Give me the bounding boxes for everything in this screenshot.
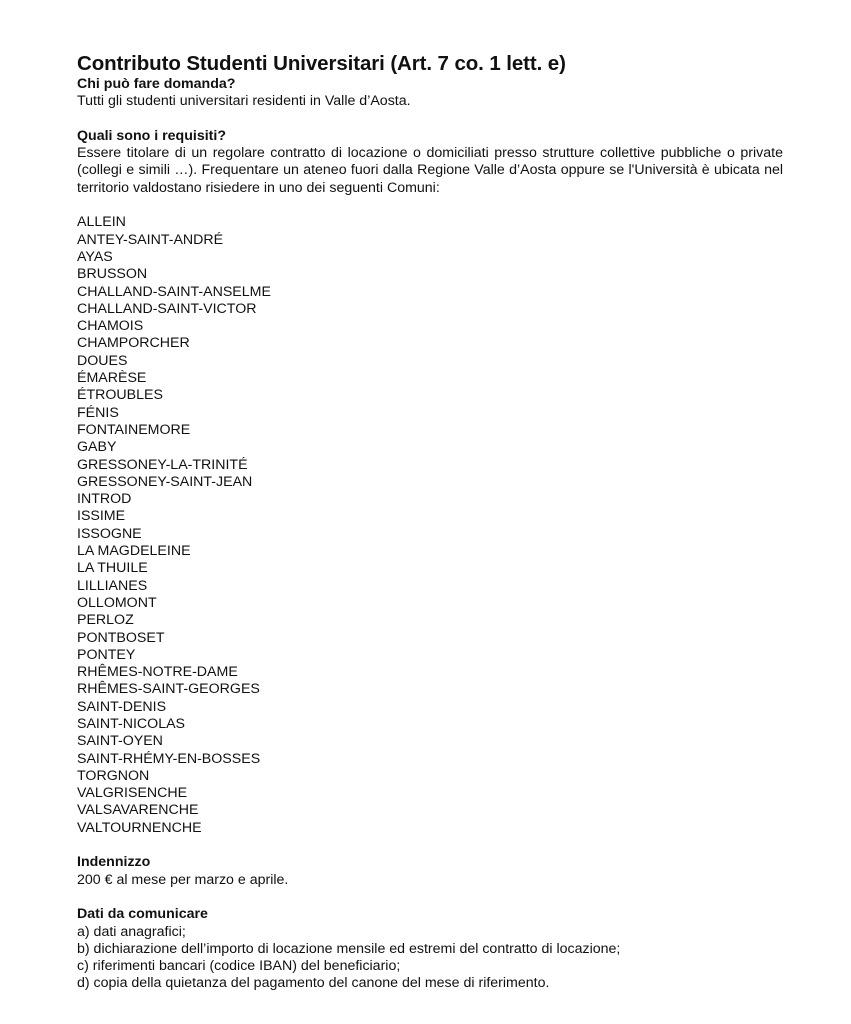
requirements-text: Essere titolare di un regolare contratto di locazione o domiciliati presso strutture collettive pubbliche o private (collegi e simili …). Frequentare un ateneo fuori dalla Regione Valle d’Aosta oppure se l'Università è ubicata nel territorio valdostano risiedere in uno dei seguenti Comuni: bbox=[77, 145, 783, 196]
municipality-item: TORGNON bbox=[77, 767, 150, 784]
municipality-item: GRESSONEY-LA-TRINITÉ bbox=[77, 456, 248, 473]
municipality-item: ALLEIN bbox=[77, 214, 126, 231]
municipality-item: VALTOURNENCHE bbox=[77, 819, 202, 836]
data-item: a) dati anagrafici; bbox=[77, 923, 186, 940]
municipality-item: VALGRISENCHE bbox=[77, 785, 188, 802]
municipality-item: VALSAVARENCHE bbox=[77, 802, 199, 819]
municipality-item: PONTEY bbox=[77, 646, 136, 663]
spacer bbox=[77, 889, 783, 906]
municipality-item: SAINT-DENIS bbox=[77, 698, 167, 715]
spacer bbox=[77, 197, 783, 214]
municipality-item: LA THUILE bbox=[77, 560, 148, 577]
indemnity-text: 200 € al mese per marzo e aprile. bbox=[77, 871, 289, 888]
municipality-item: ANTEY-SAINT-ANDRÉ bbox=[77, 231, 224, 248]
data-item: d) copia della quietanza del pagamento del canone del mese di riferimento. bbox=[77, 975, 550, 992]
data-item: c) riferimenti bancari (codice IBAN) del beneficiario; bbox=[77, 958, 401, 975]
spacer bbox=[77, 111, 783, 128]
municipality-item: CHALLAND-SAINT-VICTOR bbox=[77, 300, 257, 317]
municipality-item: SAINT-RHÉMY-EN-BOSSES bbox=[77, 750, 261, 767]
municipality-item: CHAMOIS bbox=[77, 318, 144, 335]
municipality-item: PONTBOSET bbox=[77, 629, 165, 646]
section-requirements bbox=[77, 128, 783, 197]
indemnity-heading: Indennizzo bbox=[77, 854, 151, 871]
municipality-item: ISSOGNE bbox=[77, 525, 142, 542]
municipality-item: FÉNIS bbox=[77, 404, 119, 421]
data-items-list bbox=[77, 924, 783, 993]
municipality-item: OLLOMONT bbox=[77, 594, 157, 611]
municipality-item: SAINT-OYEN bbox=[77, 733, 163, 750]
municipality-item: CHAMPORCHER bbox=[77, 335, 190, 352]
municipality-item: DOUES bbox=[77, 352, 128, 369]
document-page bbox=[77, 52, 783, 993]
municipality-item: ÉMARÈSE bbox=[77, 370, 147, 387]
who-heading: Chi può fare domanda? bbox=[77, 76, 236, 92]
municipality-item: FONTAINEMORE bbox=[77, 421, 191, 438]
municipality-item: AYAS bbox=[77, 248, 113, 265]
section-data-to-submit bbox=[77, 906, 783, 992]
requirements-heading: Quali sono i requisiti? bbox=[77, 127, 226, 144]
section-indemnity bbox=[77, 854, 783, 889]
municipality-item: GABY bbox=[77, 439, 117, 456]
municipality-item: INTROD bbox=[77, 491, 132, 508]
data-to-submit-heading: Dati da comunicare bbox=[77, 906, 208, 923]
municipality-item: RHÊMES-NOTRE-DAME bbox=[77, 664, 238, 681]
municipality-item: ÉTROUBLES bbox=[77, 387, 163, 404]
municipality-item: PERLOZ bbox=[77, 612, 134, 629]
document-title: Contributo Studenti Universitari (Art. 7 co. 1 lett. e) bbox=[77, 52, 566, 75]
municipality-item: LILLIANES bbox=[77, 577, 148, 594]
municipality-item: SAINT-NICOLAS bbox=[77, 715, 186, 732]
who-text: Tutti gli studenti universitari residenti in Valle d’Aosta. bbox=[77, 93, 411, 110]
municipality-item: RHÊMES-SAINT-GEORGES bbox=[77, 681, 260, 698]
spacer bbox=[77, 837, 783, 854]
municipality-item: LA MAGDELEINE bbox=[77, 543, 191, 560]
municipality-list bbox=[77, 214, 783, 837]
municipality-item: BRUSSON bbox=[77, 266, 148, 283]
data-item: b) dichiarazione dell’importo di locazione mensile ed estremi del contratto di locazione; bbox=[77, 940, 621, 957]
section-who bbox=[77, 76, 783, 111]
municipality-item: CHALLAND-SAINT-ANSELME bbox=[77, 283, 271, 300]
municipality-item: GRESSONEY-SAINT-JEAN bbox=[77, 473, 253, 490]
municipality-item: ISSIME bbox=[77, 508, 126, 525]
